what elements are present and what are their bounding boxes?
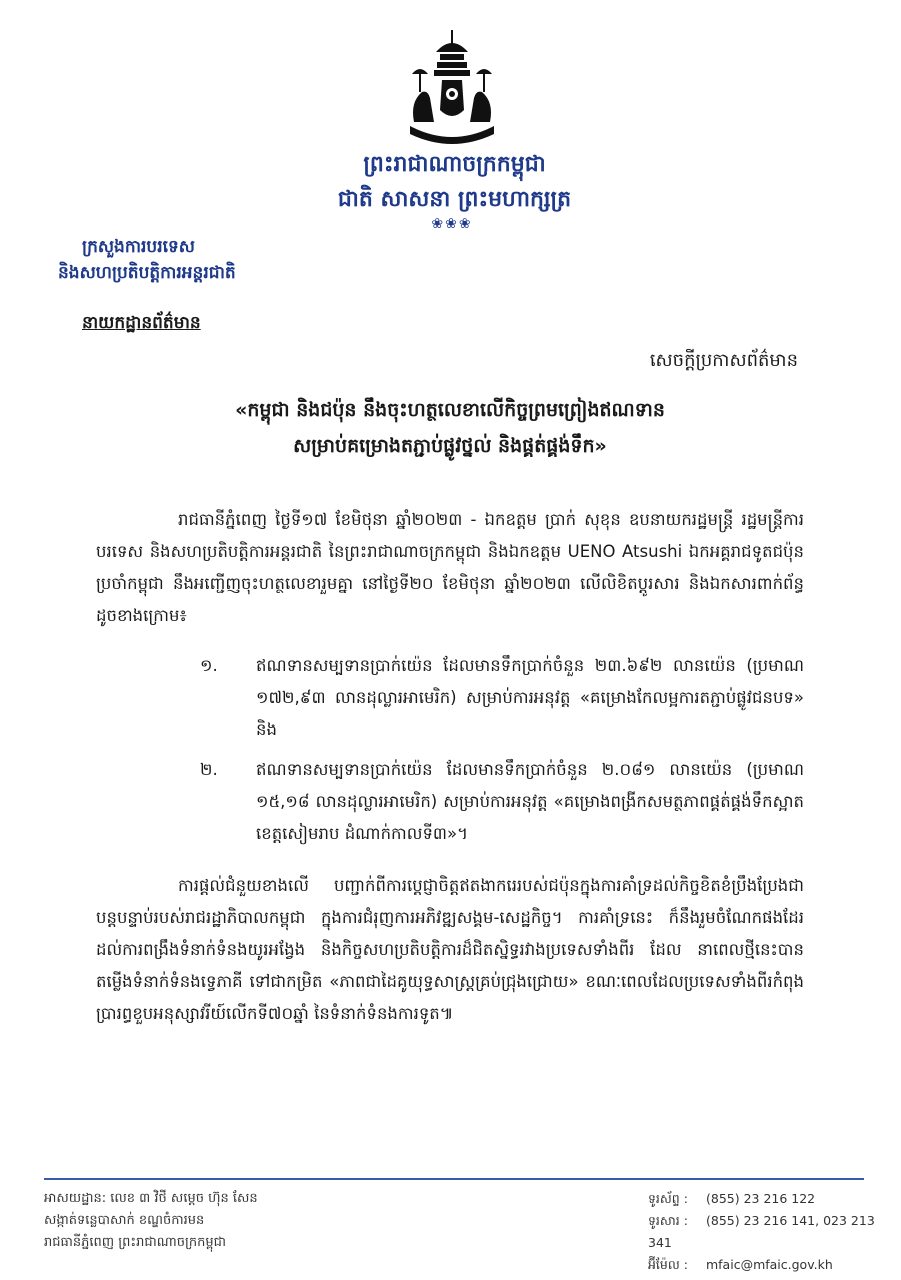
fax-number: (855) 23 216 141, 023 213 341 — [648, 1213, 875, 1250]
list-item — [200, 754, 804, 850]
address-line3: រាជធានីភ្នំពេញ ព្រះរាជាណាចក្រកម្ពុជា — [44, 1235, 226, 1250]
kingdom-name: ព្រះរាជាណាចក្រកម្ពុជា — [363, 152, 546, 177]
list-item-number: ២. — [200, 760, 218, 779]
list-item-number: ១. — [200, 656, 218, 675]
address-line1: លេខ ៣ វិថី សម្ដេច ហ៊ុន សែន — [110, 1191, 258, 1206]
address-line2: សង្កាត់ទន្លេបាសាក់ ខណ្ឌចំការមន — [44, 1213, 205, 1228]
fax-label: ទូរសារ : — [648, 1213, 688, 1228]
phone-number: (855) 23 216 122 — [705, 1191, 816, 1206]
email-address[interactable]: mfaic@mfaic.gov.kh — [705, 1257, 833, 1272]
department-name: នាយកដ្ឋានព័ត៌មាន — [82, 313, 201, 333]
royal-coat-of-arms-icon — [406, 30, 498, 148]
email-label: អ៊ីម៉ែល : — [648, 1257, 688, 1272]
body-paragraph-2: ការផ្ដល់ជំនួយខាងលើ បញ្ជាក់ពីការប្ដេជ្ញាចិត្តឥតងាករេរបស់ជប៉ុនក្នុងការគាំទ្រដល់កិច្ចខិតខំប្រឹងប្រែងជាបន្តបន្ទាប់របស់រាជរដ្ឋាភិបាលកម្ពុជា ក្នុងការជំរុញការអភិវឌ្ឍសង្គម-សេដ្ឋកិច្ច។ ការគាំទ្រនេះ ក៏នឹងរួមចំណែកផងដែរ ដល់ការពង្រឹងទំនាក់ទំនងយូរអង្វែង និងកិច្ចសហប្រតិបត្តិការដ៏ជិតស្និទ្ធរវាងប្រទេសទាំងពីរ ដែល នាពេលថ្មីនេះបានតម្លើងទំនាក់ទំនងទ្វេភាគី ទៅជាកម្រិត «ភាពជាដៃគូយុទ្ធសាស្ត្រគ្រប់ជ្រុងជ្រោយ» ខណៈពេលដែលប្រទេសទាំងពីរកំពុងប្រារព្ធខួបអនុស្សាវរីយ៍លើកទី៧០ឆ្នាំ នៃទំនាក់ទំនងការទូត៕ — [96, 876, 804, 1023]
list-item-text: ឥណទានសម្បទានប្រាក់យ៉េន ដែលមានទឹកប្រាក់ចំនួន ២៣.៦៩២ លានយ៉េន (ប្រមាណ ១៧២,៩៣ លានដុល្លារអាមេរិក) សម្រាប់ការអនុវត្ត «គម្រោងកែលម្អការតភ្ជាប់ផ្លូវជនបទ» និង — [256, 656, 804, 739]
ministry-name-line1: ក្រសួងការបរទេស — [82, 237, 195, 257]
document-type: សេចក្ដីប្រកាសព័ត៌មាន — [649, 350, 798, 371]
body-paragraph-1: រាជធានីភ្នំពេញ ថ្ងៃទី១៧ ខែមិថុនា ឆ្នាំ២០២៣ - ឯកឧត្តម ប្រាក់ សុខុន ឧបនាយករដ្ឋមន្ត្រី រដ្ឋមន្ត្រីការបរទេស និងសហប្រតិបត្តិការអន្តរជាតិ នៃព្រះរាជាណាចក្រកម្ពុជា និងឯកឧត្តម UENO Atsushi ឯកអគ្គរាជទូតជប៉ុនប្រចាំកម្ពុជា នឹងអញ្ជើញចុះហត្ថលេខារួមគ្នា នៅថ្ងៃទី២០ ខែមិថុនា ឆ្នាំ២០២៣ លើលិខិតប្ដូរសារ និងឯកសារពាក់ព័ន្ធ ដូចខាងក្រោម៖ — [96, 510, 804, 625]
national-motto: ជាតិ សាសនា ព្រះមហាក្សត្រ — [337, 187, 572, 212]
list-item-text: ឥណទានសម្បទានប្រាក់យ៉េន ដែលមានទឹកប្រាក់ចំនួន ២.០៨១ លានយ៉េន (ប្រមាណ ១៥,១៨ លានដុល្លារអាមេរិក) សម្រាប់ការអនុវត្ត «គម្រោងពង្រីកសមត្ថភាពផ្គត់ផ្គង់ទឹកស្អាតខេត្តសៀមរាប ដំណាក់កាលទី៣»។ — [256, 760, 804, 843]
footer-contacts — [648, 1188, 901, 1276]
footer-divider — [44, 1178, 864, 1180]
list-item — [200, 650, 804, 746]
ornament-divider: ❀❀❀ — [431, 216, 473, 232]
ministry-name-line2: និងសហប្រតិបត្តិការអន្តរជាតិ — [58, 263, 236, 283]
document-title-line1: «កម្ពុជា និងជប៉ុន នឹងចុះហត្ថលេខាលើកិច្ចព្រមព្រៀងឥណទាន — [235, 399, 665, 421]
address-label: អាសយដ្ឋាន: — [44, 1191, 107, 1206]
footer-address — [44, 1188, 258, 1254]
phone-label: ទូរស័ព្ទ : — [648, 1191, 688, 1206]
document-title-line2: សម្រាប់គម្រោងតភ្ជាប់ផ្លូវថ្នល់ និងផ្គត់ផ្គង់ទឹក» — [293, 435, 607, 457]
